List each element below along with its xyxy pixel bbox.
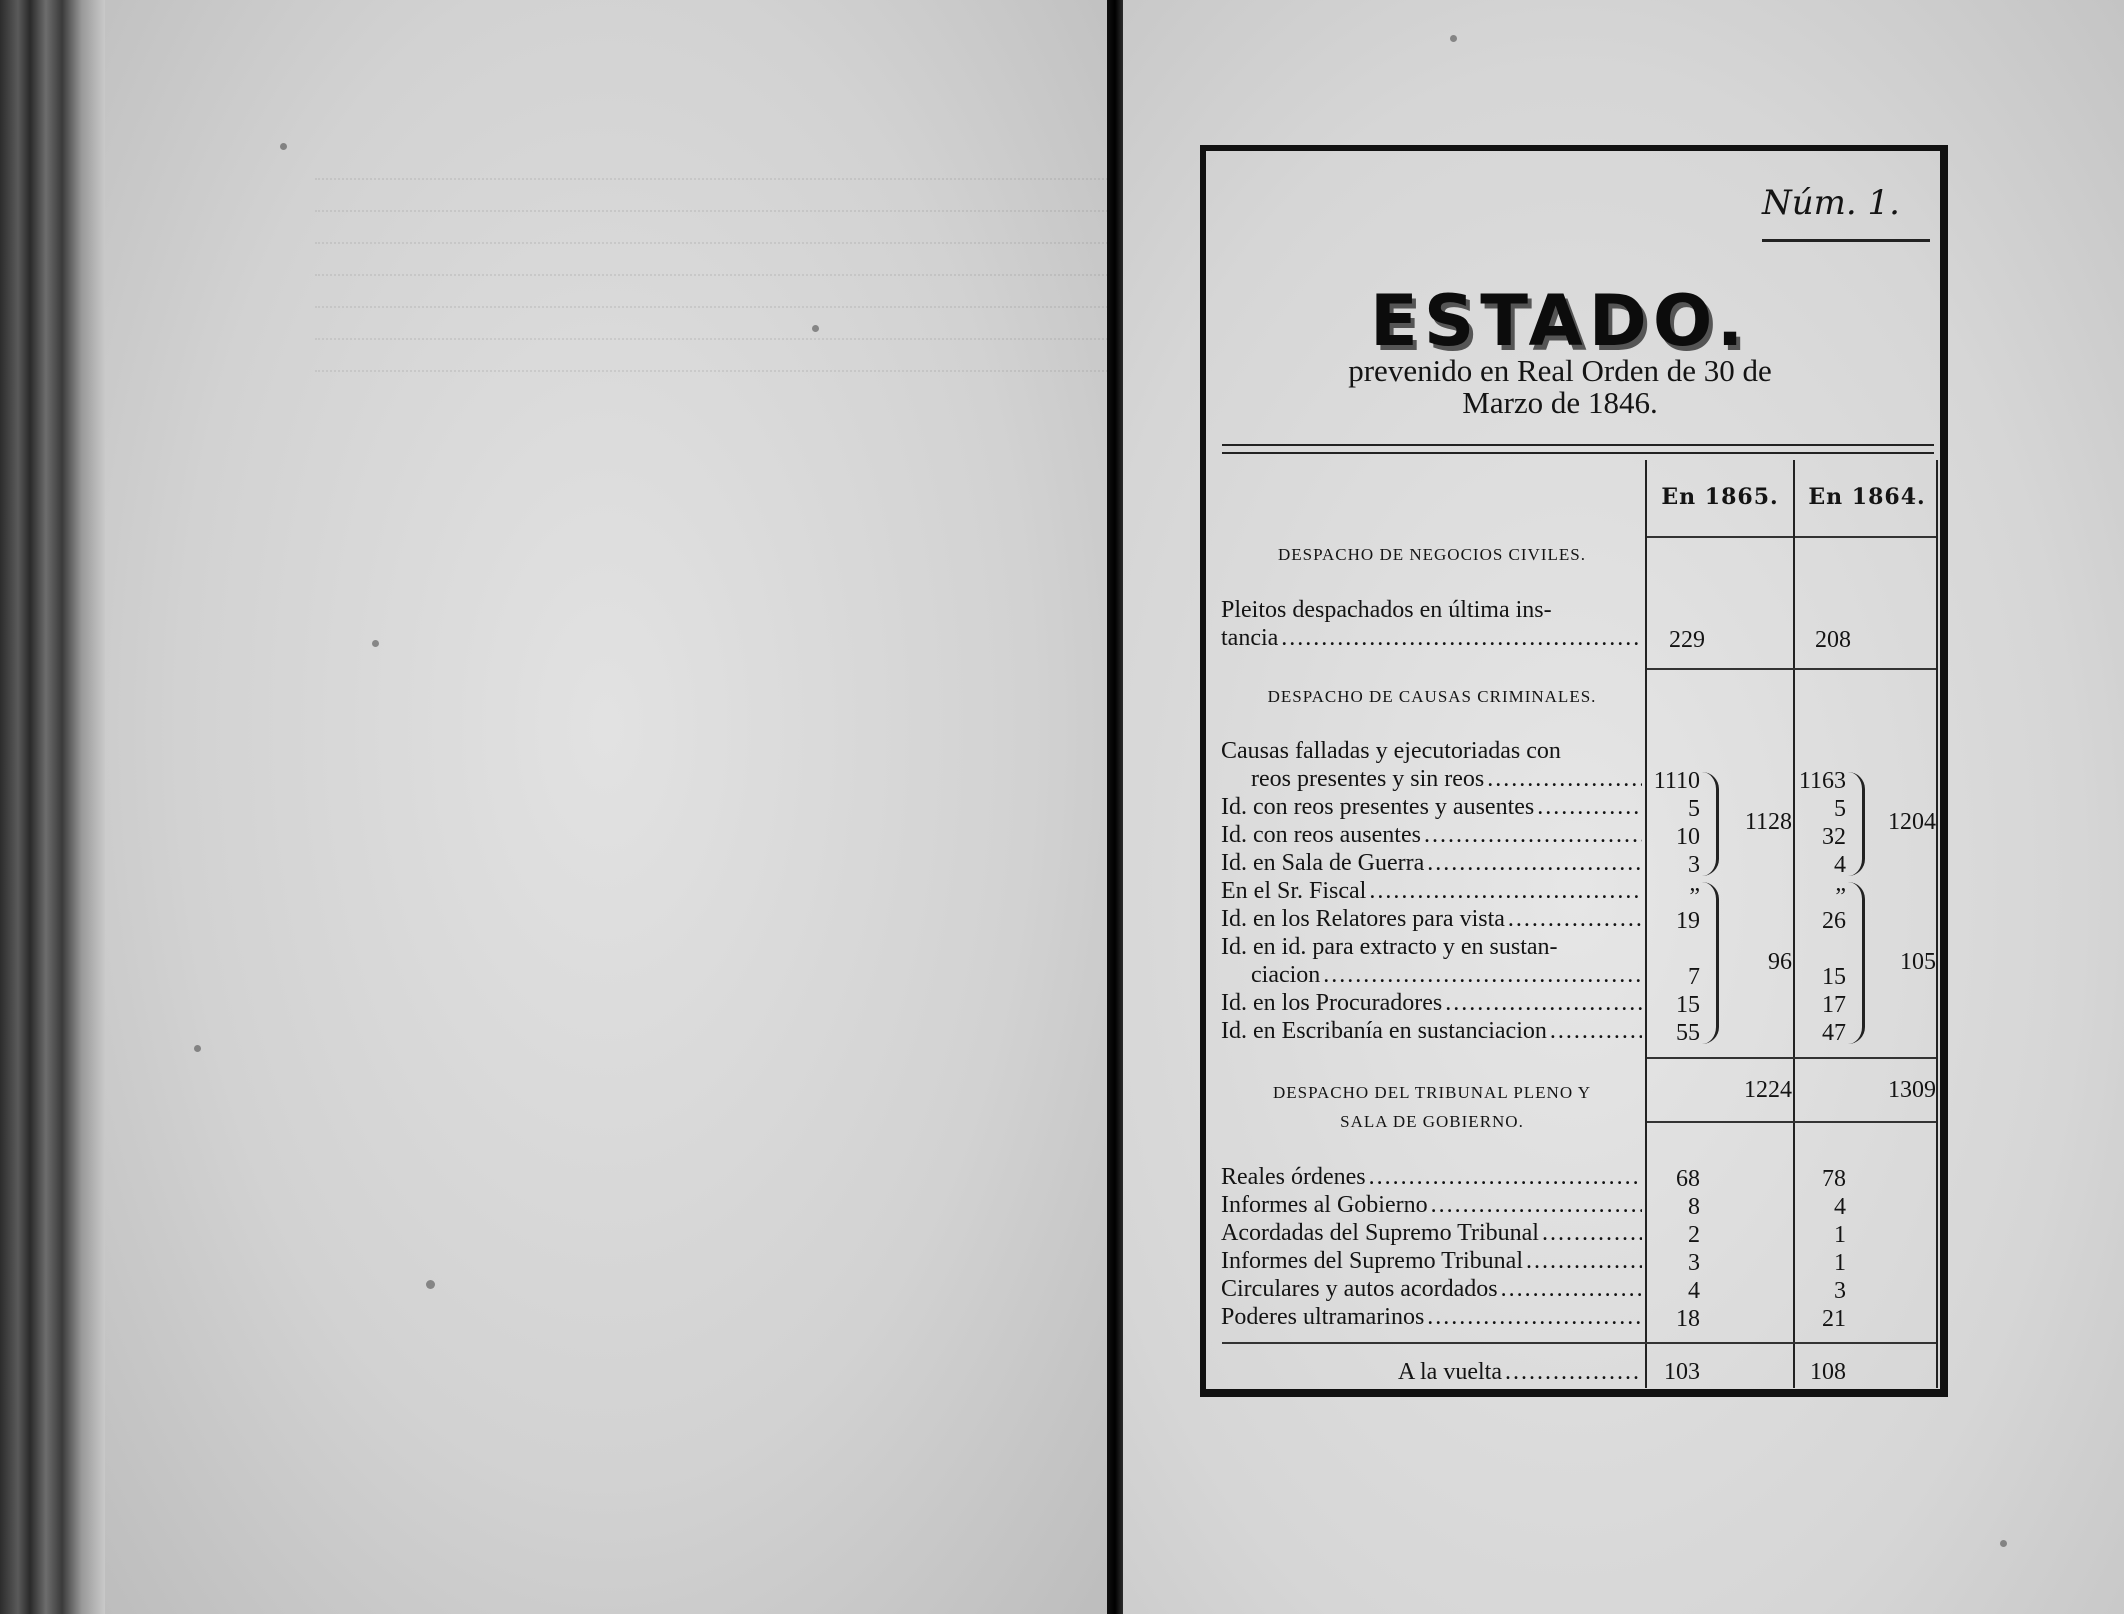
- row-label: [1221, 624, 1642, 652]
- row-label-text: Acordadas del Supremo Tribunal: [1221, 1220, 1539, 1246]
- value-1865: 8: [1688, 1194, 1700, 1220]
- row-label: [1221, 793, 1642, 821]
- row-label: [1221, 1219, 1642, 1247]
- row-label: [1251, 961, 1642, 989]
- value-1865: 3: [1688, 852, 1700, 878]
- header-double-rule: [1222, 444, 1934, 446]
- value-1865: 15: [1676, 992, 1700, 1018]
- value-1864: 17: [1822, 992, 1846, 1018]
- footer-rule: [1222, 1342, 1936, 1344]
- value-1865: 7: [1688, 964, 1700, 990]
- carry-total-1865: 1224: [1744, 1077, 1792, 1103]
- value-1864: 32: [1822, 824, 1846, 850]
- table-number: Núm. 1.: [1762, 183, 1900, 223]
- row-label-text: Id. en los Procuradores: [1221, 990, 1443, 1016]
- carry-total-1864: 1309: [1888, 1077, 1936, 1103]
- left-page-blank: [105, 0, 1107, 1614]
- page-title: ESTADO.: [1370, 280, 1750, 362]
- paper-speck: [372, 640, 379, 647]
- bleed-through-text: [315, 150, 1135, 374]
- value-1864: 4: [1834, 852, 1846, 878]
- section-heading-civiles: DESPACHO DE NEGOCIOS CIVILES.: [1278, 545, 1586, 564]
- row-label: Pleitos despachados en última ins-: [1221, 597, 1552, 623]
- row-label: Causas falladas y ejecutoriadas con: [1221, 738, 1561, 764]
- column-header-1864: En 1864.: [1808, 484, 1926, 510]
- value-1864: 1163: [1798, 768, 1846, 794]
- value-1864: 4: [1834, 1194, 1846, 1220]
- value-1864: 15: [1822, 964, 1846, 990]
- row-label-text: Poderes ultramarinos: [1221, 1304, 1425, 1330]
- value-1865: 229: [1669, 627, 1705, 653]
- row-label: [1221, 1191, 1642, 1219]
- row-label-text: tancia: [1221, 625, 1279, 651]
- header-underline: [1795, 536, 1936, 538]
- value-1864: 1: [1834, 1222, 1846, 1248]
- row-label-text: Id. con reos ausentes: [1221, 822, 1421, 848]
- header-underline: [1647, 536, 1793, 538]
- footer-total-1865: 103: [1664, 1359, 1700, 1385]
- section-heading-criminales: DESPACHO DE CAUSAS CRIMINALES.: [1267, 687, 1597, 706]
- row-label: [1221, 849, 1642, 877]
- footer-label: [1398, 1358, 1642, 1386]
- row-label: [1221, 821, 1642, 849]
- row-rule: [1647, 1057, 1936, 1059]
- row-label-text: En el Sr. Fiscal: [1221, 878, 1367, 904]
- row-label-text: Informes al Gobierno: [1221, 1192, 1428, 1218]
- row-rule: [1647, 1121, 1936, 1123]
- value-1865: 18: [1676, 1306, 1700, 1332]
- value-1865: 55: [1676, 1020, 1700, 1046]
- subtitle: [1250, 355, 1870, 419]
- paper-speck: [280, 143, 287, 150]
- value-1864: 78: [1822, 1166, 1846, 1192]
- paper-speck: [426, 1280, 435, 1289]
- value-1865: 68: [1676, 1166, 1700, 1192]
- row-label: [1251, 765, 1642, 793]
- row-label-text: Informes del Supremo Tribunal: [1221, 1248, 1523, 1274]
- value-1865: 5: [1688, 796, 1700, 822]
- subtotal-1865: 96: [1768, 949, 1792, 975]
- row-label-text: Circulares y autos acordados: [1221, 1276, 1498, 1302]
- row-label: [1221, 1275, 1642, 1303]
- column-divider: [1936, 460, 1938, 1388]
- row-label-text: Id. con reos presentes y ausentes: [1221, 794, 1535, 820]
- row-label-text: reos presentes y sin reos: [1251, 766, 1485, 792]
- row-rule: [1647, 668, 1936, 670]
- subtitle-line-2: Marzo de 1846.: [1462, 385, 1658, 420]
- row-label: Id. en id. para extracto y en sustan-: [1221, 934, 1558, 960]
- book-page-edges: [0, 0, 105, 1614]
- paper-speck: [812, 325, 819, 332]
- row-label-text: Id. en Sala de Guerra: [1221, 850, 1425, 876]
- value-1864: 47: [1822, 1020, 1846, 1046]
- row-label-text: Id. en Escribanía en sustanciacion: [1221, 1018, 1547, 1044]
- footer-label-text: A la vuelta: [1398, 1359, 1502, 1385]
- row-label: [1221, 905, 1642, 933]
- row-label: [1221, 1247, 1642, 1275]
- row-label-text: ciacion: [1251, 962, 1321, 988]
- row-label: [1221, 877, 1642, 905]
- row-label-text: Id. en los Relatores para vista: [1221, 906, 1505, 932]
- subtotal-1864: 1204: [1888, 809, 1936, 835]
- value-1865: 4: [1688, 1278, 1700, 1304]
- row-label: [1221, 1017, 1642, 1045]
- paper-speck: [1450, 35, 1457, 42]
- value-1864: 21: [1822, 1306, 1846, 1332]
- value-1864: 208: [1815, 627, 1851, 653]
- row-label-text: Reales órdenes: [1221, 1164, 1366, 1190]
- paper-speck: [2000, 1540, 2007, 1547]
- book-gutter: [1107, 0, 1123, 1614]
- value-1865: 10: [1676, 824, 1700, 850]
- value-1865: ”: [1689, 884, 1700, 910]
- column-header-1865: En 1865.: [1661, 484, 1779, 510]
- value-1865: 1110: [1653, 768, 1700, 794]
- value-1864: 3: [1834, 1278, 1846, 1304]
- value-1864: 26: [1822, 908, 1846, 934]
- header-double-rule: [1222, 452, 1934, 454]
- row-label: [1221, 1163, 1642, 1191]
- value-1865: 2: [1688, 1222, 1700, 1248]
- row-label: [1221, 989, 1642, 1017]
- number-underline: [1762, 239, 1930, 242]
- subtotal-1865: 1128: [1744, 809, 1792, 835]
- subtitle-line-1: prevenido en Real Orden de 30 de: [1348, 353, 1772, 388]
- section-heading-line: SALA DE GOBIERNO.: [1340, 1112, 1524, 1131]
- value-1864: 5: [1834, 796, 1846, 822]
- footer-total-1864: 108: [1810, 1359, 1846, 1385]
- row-label: [1221, 1303, 1642, 1331]
- value-1865: 3: [1688, 1250, 1700, 1276]
- value-1865: 19: [1676, 908, 1700, 934]
- value-1864: ”: [1835, 884, 1846, 910]
- paper-speck: [194, 1045, 201, 1052]
- subtotal-1864: 105: [1900, 949, 1936, 975]
- section-heading-pleno: [1222, 1078, 1642, 1136]
- section-heading-line: DESPACHO DEL TRIBUNAL PLENO Y: [1272, 1083, 1592, 1102]
- value-1864: 1: [1834, 1250, 1846, 1276]
